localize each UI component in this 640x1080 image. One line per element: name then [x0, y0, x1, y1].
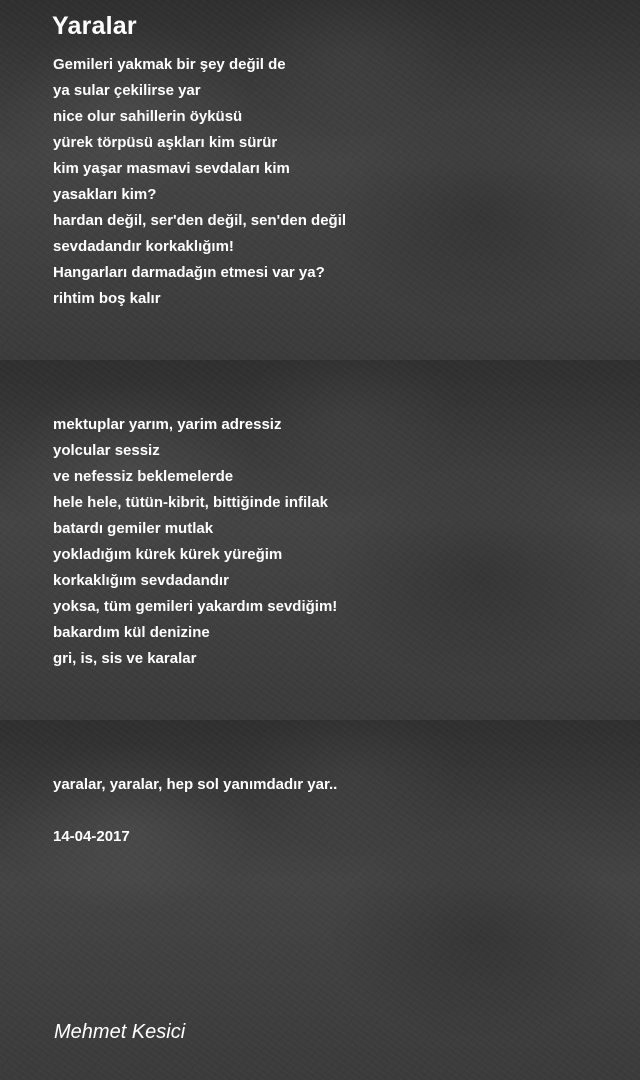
- poem-line: mektuplar yarım, yarim adressiz: [53, 416, 282, 433]
- poem-line: nice olur sahillerin öyküsü: [53, 108, 243, 125]
- poem-line: ve nefessiz beklemelerde: [53, 468, 234, 485]
- poem-title: Yaralar: [52, 12, 137, 40]
- stanza-1: [53, 52, 346, 312]
- poem-line: yaralar, yaralar, hep sol yanımdadır yar..: [53, 776, 338, 793]
- poem-line: hardan değil, ser'den değil, sen'den değil: [53, 212, 347, 229]
- poem-line: ya sular çekilirse yar: [53, 82, 201, 99]
- poem-line: sevdadandır korkaklığım!: [53, 238, 234, 255]
- poem-line: yolcular sessiz: [53, 442, 160, 459]
- poem-date: 14-04-2017: [53, 828, 130, 845]
- poem-line: yokladığım kürek kürek yüreğim: [53, 546, 283, 563]
- poem-panel-1: [0, 0, 640, 360]
- poem-author: Mehmet Kesici: [54, 1021, 186, 1043]
- poem-line: Hangarları darmadağın etmesi var ya?: [53, 264, 325, 281]
- poem-line: yürek törpüsü aşkları kim sürür: [53, 134, 278, 151]
- poem-panel-2: [0, 360, 640, 720]
- poem-line: kim yaşar masmavi sevdaları kim: [53, 160, 290, 177]
- poem-line: Gemileri yakmak bir şey değil de: [53, 56, 286, 73]
- poem-line: gri, is, sis ve karalar: [53, 650, 197, 667]
- poem-line: yasakları kim?: [53, 186, 157, 203]
- poem-line: korkaklığım sevdadandır: [53, 572, 229, 589]
- poem-line: rihtim boş kalır: [53, 290, 161, 307]
- poem-line: batardı gemiler mutlak: [53, 520, 214, 537]
- poem-line: bakardım kül denizine: [53, 624, 210, 641]
- poem-line: yoksa, tüm gemileri yakardım sevdiğim!: [53, 598, 338, 615]
- stanza-3: [53, 772, 337, 798]
- stanza-2: [53, 412, 337, 672]
- poem-line: hele hele, tütün-kibrit, bittiğinde infilak: [53, 494, 329, 511]
- poem-panel-3: [0, 720, 640, 1080]
